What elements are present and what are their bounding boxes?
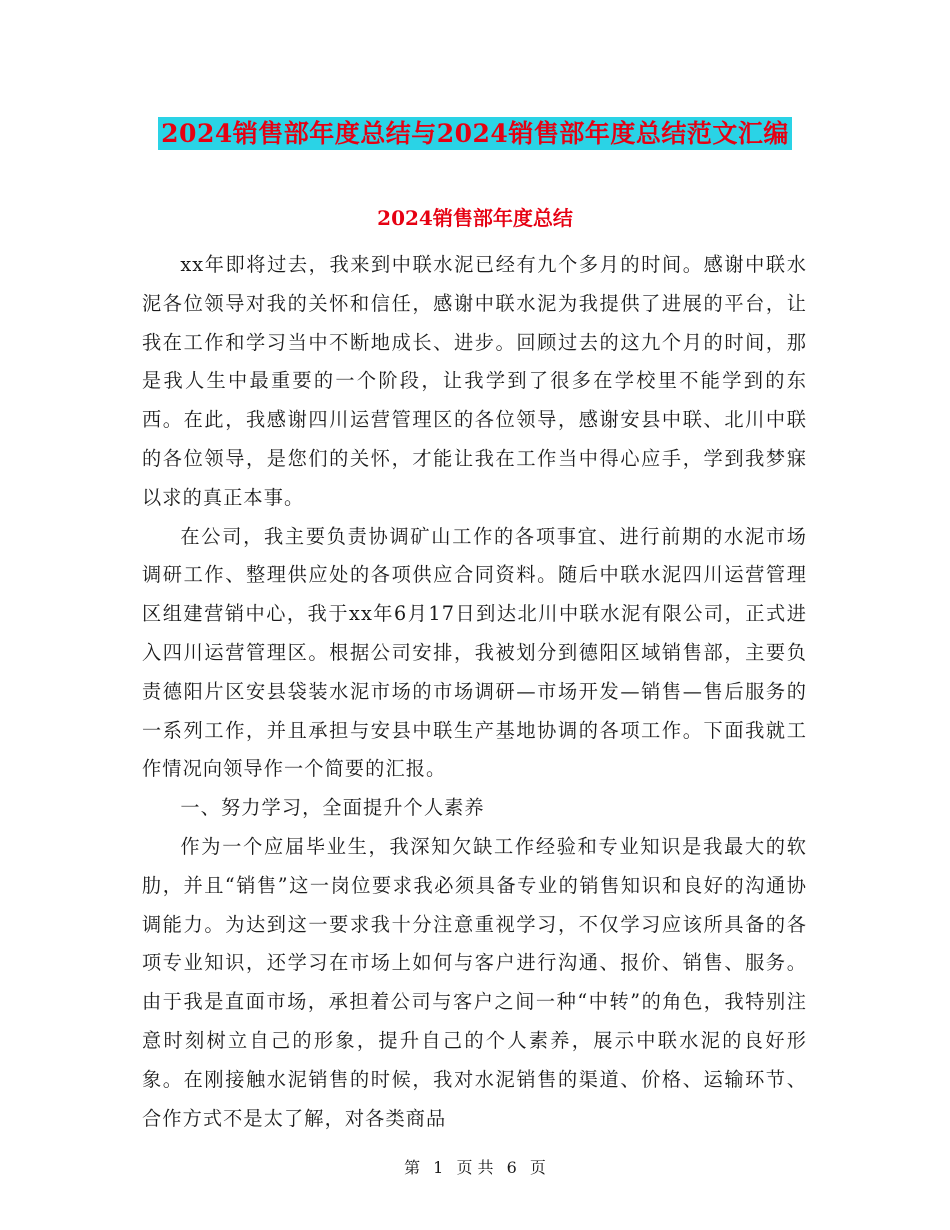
document-title xyxy=(0,112,950,150)
paragraph-1: xx年即将过去，我来到中联水泥已经有九个多月的时间。感谢中联水泥各位领导对我的关怀和信任，感谢中联水泥为我提供了进展的平台，让我在工作和学习当中不断地成长、进步。回顾过去的这九个月的时间，那是我人生中最重要的一个阶段，让我学到了很多在学校里不能学到的东西。在此，我感谢四川运营管理区的各位领导，感谢安县中联、北川中联的各位领导，是您们的关怀，才能让我在工作当中得心应手，学到我梦寐以求的真正本事。 xyxy=(142,253,807,509)
page-label-prefix: 第 xyxy=(404,1158,421,1177)
page-footer xyxy=(0,1155,950,1178)
current-page-number: 1 xyxy=(433,1158,444,1177)
section-title: 2024销售部年度总结 xyxy=(377,206,573,230)
total-pages-number: 6 xyxy=(506,1158,517,1177)
document-body xyxy=(142,246,807,1138)
document-title-text: 2024销售部年度总结与2024销售部年度总结范文汇编 xyxy=(158,117,792,150)
subheading-1: 一、努力学习，全面提升个人素养 xyxy=(180,796,485,820)
paragraph-3: 作为一个应届毕业生，我深知欠缺工作经验和专业知识是我最大的软肋，并且“销售”这一岗位要求我必须具备专业的销售知识和良好的沟通协调能力。为达到这一要求我十分注意重视学习，不仅学习应该所具备的各项专业知识，还学习在市场上如何与客户进行沟通、报价、销售、服务。由于我是直面市场，承担着公司与客户之间一种“中转”的角色，我特别注意时刻树立自己的形象，提升自己的个人素养，展示中联水泥的良好形象。在刚接触水泥销售的时候，我对水泥销售的渠道、价格、运输环节、合作方式不是太了解，对各类商品 xyxy=(142,834,807,1130)
page-label-suffix: 页 xyxy=(529,1158,546,1177)
page-label-mid: 页 共 xyxy=(456,1158,494,1177)
paragraph-2: 在公司，我主要负责协调矿山工作的各项事宜、进行前期的水泥市场调研工作、整理供应处的各项供应合同资料。随后中联水泥四川运营管理区组建营销中心，我于xx年6月17日到达北川中联水泥有限公司，正式进入四川运营管理区。根据公司安排，我被划分到德阳区域销售部，主要负责德阳片区安县袋装水泥市场的市场调研—市场开发—销售—售后服务的一系列工作，并且承担与安县中联生产基地协调的各项工作。下面我就工作情况向领导作一个简要的汇报。 xyxy=(142,524,807,781)
